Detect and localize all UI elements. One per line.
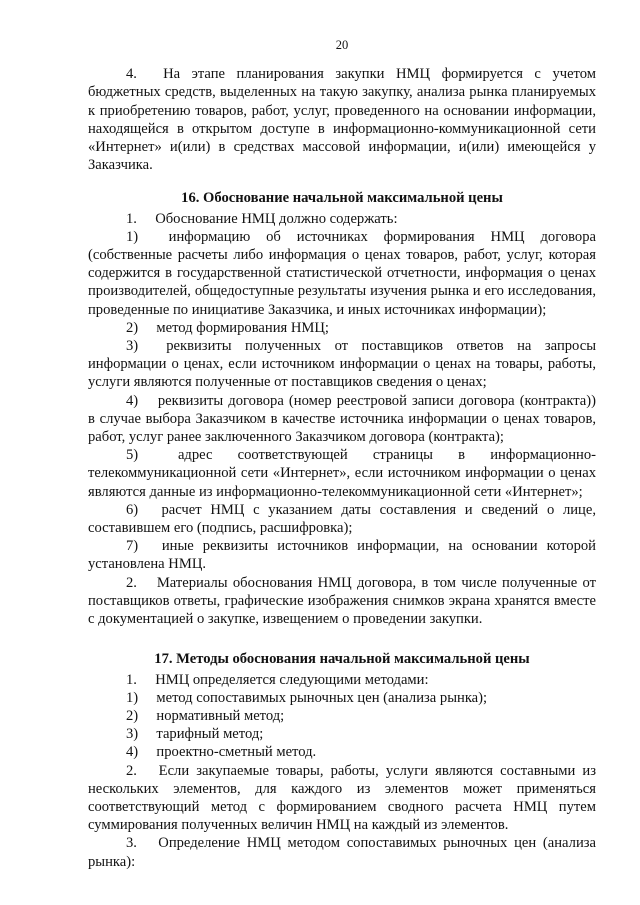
s16-item-6: 6) расчет НМЦ с указанием даты составления и сведений о лице, составившем его (подпись, расшифровка);	[88, 501, 596, 537]
s16-item-2: 2) метод формирования НМЦ;	[126, 319, 329, 336]
s17-item-4: 4) проектно-сметный метод.	[126, 744, 317, 761]
s17-item-1: 1) метод сопоставимых рыночных цен (анализа рынка);	[126, 689, 488, 706]
paragraph-4-planning: 4. На этапе планирования закупки НМЦ формируется с учетом бюджетных средств, выделенных на такую закупку, анализа рынка планируемых к приобретению товаров, работ, услуг, проведенного на основании информации, находящейся в открытом доступе в информационно-коммуникационной сети «Интернет» и(или) в средствах массовой информации, и(или) имеющейся у Заказчика.	[88, 66, 596, 174]
s17-paragraph-1: 1. НМЦ определяется следующими методами:	[126, 671, 429, 688]
s16-item-4: 4) реквизиты договора (номер реестровой записи договора (контракта)) в случае выбора Заказчиком в качестве источника информации о ценах товаров, работ, услуг ранее заключенного Заказчиком договора (контракта);	[88, 392, 596, 446]
section-17-heading: 17. Методы обоснования начальной максимальной цены	[154, 651, 530, 668]
s16-item-7: 7) иные реквизиты источников информации, на основании которой установлена НМЦ.	[88, 538, 596, 573]
s16-item-3: 3) реквизиты полученных от поставщиков ответов на запросы информации о ценах, если источником информации о ценах на товары, работы, услуги являются полученные от поставщиков сведения о ценах;	[88, 338, 596, 391]
s16-item-5: 5) адрес соответствующей страницы в информационно-телекоммуникационной сети «Интернет», если источником информации о ценах являются данные из информационно-телекоммуникационной сети «Интернет»;	[88, 447, 596, 500]
page-number: 20	[335, 38, 349, 52]
s17-paragraph-3: 3. Определение НМЦ методом сопоставимых рыночных цен (анализа рынка):	[88, 835, 596, 870]
s16-paragraph-2: 2. Материалы обоснования НМЦ договора, в том числе полученные от поставщиков ответы, графические изображения снимков экрана хранятся вместе с документацией о закупке, извещением о проведении закупки.	[88, 574, 596, 628]
s16-paragraph-1: 1. Обоснование НМЦ должно содержать:	[126, 210, 398, 227]
s17-paragraph-2: 2. Если закупаемые товары, работы, услуги являются составными из нескольких элементов, для каждого из элементов может применяться соответствующий метод с формированием сводного расчета НМЦ путем суммирования полученных величин НМЦ на каждый из элементов.	[88, 762, 596, 834]
section-16-heading: 16. Обоснование начальной максимальной цены	[181, 190, 503, 207]
s17-item-3: 3) тарифный метод;	[126, 726, 264, 743]
s16-item-1: 1) информацию об источниках формирования НМЦ договора (собственные расчеты либо информация о ценах товаров, работ, услуг, которая содержится в государственной статистической отчетности, информация о ценах производителей, общедоступные результаты изучения рынка и его исследования, проведенные по инициативе Заказчика, и иных источниках информации);	[88, 228, 596, 318]
s17-item-2: 2) нормативный метод;	[126, 707, 285, 724]
